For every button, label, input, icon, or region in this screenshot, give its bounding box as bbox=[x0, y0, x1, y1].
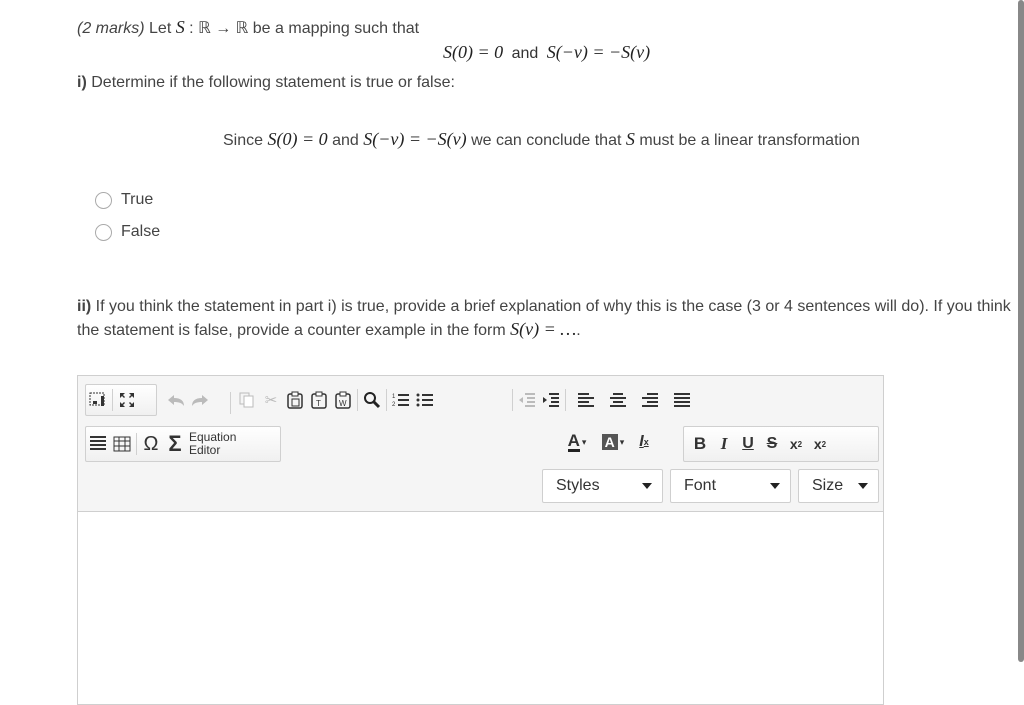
align-left-icon[interactable] bbox=[574, 387, 598, 413]
statement-eq1: S(0) = 0 bbox=[267, 129, 328, 149]
numbered-list-icon[interactable] bbox=[389, 387, 413, 413]
strikethrough-icon[interactable]: S bbox=[766, 435, 778, 452]
size-dropdown[interactable] bbox=[798, 469, 879, 503]
radio-false[interactable] bbox=[95, 224, 112, 241]
chevron-down-icon bbox=[642, 483, 652, 489]
align-right-icon[interactable] bbox=[638, 387, 662, 413]
option-false[interactable] bbox=[95, 223, 160, 241]
marks-label: (2 marks) bbox=[77, 20, 145, 37]
omega-icon[interactable]: Ω bbox=[143, 432, 159, 455]
font-label: Font bbox=[684, 477, 717, 494]
svg-text:1: 1 bbox=[392, 394, 396, 400]
part2-line2-suffix: . bbox=[576, 322, 581, 339]
rich-text-editor bbox=[77, 375, 884, 705]
part2-line2 bbox=[77, 318, 1022, 342]
equation-label-1: Equation bbox=[189, 430, 237, 444]
paste-word-icon[interactable] bbox=[331, 387, 355, 413]
background-color-icon[interactable]: A ▾ bbox=[594, 429, 632, 455]
bullet-list-icon[interactable] bbox=[413, 387, 437, 413]
styles-label: Styles bbox=[556, 477, 600, 494]
intro-let: Let bbox=[149, 20, 172, 37]
toolbar-group-document bbox=[85, 384, 157, 416]
styles-dropdown[interactable] bbox=[542, 469, 663, 503]
option-true[interactable] bbox=[95, 191, 153, 209]
part2-label: ii) bbox=[77, 298, 92, 315]
display-eq2: S(−v) = −S(v) bbox=[546, 42, 651, 62]
paste-text-icon[interactable] bbox=[307, 387, 331, 413]
option-true-label: True bbox=[121, 191, 154, 208]
size-label: Size bbox=[812, 477, 844, 494]
editor-toolbar bbox=[78, 376, 883, 512]
sigma-icon[interactable]: Σ bbox=[168, 431, 182, 456]
intro-colon: : bbox=[189, 20, 194, 37]
align-center-icon[interactable] bbox=[606, 387, 630, 413]
statement bbox=[223, 129, 860, 150]
toolbar-group-basicstyles bbox=[683, 426, 879, 462]
equation-label-2: Editor bbox=[189, 443, 221, 457]
part2-line2-math: S(v) = … bbox=[510, 319, 577, 339]
underline-icon[interactable]: U bbox=[742, 435, 754, 452]
table-icon[interactable] bbox=[110, 431, 134, 457]
intro-r1: ℝ bbox=[198, 18, 211, 37]
part2-line2-prefix: the statement is false, provide a counter example in the form bbox=[77, 322, 506, 339]
display-and: and bbox=[511, 45, 539, 62]
display-eq1: S(0) = 0 bbox=[443, 42, 504, 62]
subscript-icon[interactable]: x 2 bbox=[789, 436, 803, 452]
cut-icon[interactable]: ✂ bbox=[264, 392, 278, 409]
intro-r2: ℝ bbox=[235, 18, 249, 37]
toolbar-group-colors bbox=[560, 426, 676, 458]
source-icon[interactable] bbox=[86, 387, 110, 413]
outdent-icon[interactable] bbox=[515, 387, 539, 413]
part2-line1-text: If you think the statement in part i) is true, provide a brief explanation of why this is the case (3 or 4 sentences will do). If you think bbox=[95, 298, 1011, 315]
display-equation bbox=[443, 42, 650, 63]
svg-text:W: W bbox=[339, 399, 347, 408]
part1-text: Determine if the following statement is true or false: bbox=[91, 74, 455, 91]
question-intro bbox=[77, 17, 419, 38]
toolbar-group-undo bbox=[164, 384, 226, 416]
paste-icon[interactable] bbox=[283, 387, 307, 413]
intro-arrow: → bbox=[215, 20, 232, 37]
statement-eq2: S(−v) = −S(v) bbox=[363, 129, 467, 149]
remove-format-icon[interactable]: I x bbox=[639, 433, 649, 450]
part2-prompt bbox=[77, 295, 1022, 342]
toolbar-group-align bbox=[510, 384, 830, 416]
italic-icon[interactable]: I bbox=[720, 434, 728, 453]
indent-icon[interactable] bbox=[539, 387, 563, 413]
intro-rest: be a mapping such that bbox=[252, 20, 420, 37]
statement-rest2: must be a linear transformation bbox=[639, 132, 860, 149]
intro-s: S bbox=[175, 17, 185, 37]
copy-icon[interactable] bbox=[235, 387, 259, 413]
statement-since: Since bbox=[223, 132, 264, 149]
equation-editor-button[interactable] bbox=[189, 431, 236, 457]
chevron-down-icon bbox=[858, 483, 868, 489]
blockquote-icon[interactable] bbox=[86, 431, 110, 457]
superscript-icon[interactable]: x 2 bbox=[813, 436, 827, 452]
font-dropdown[interactable] bbox=[670, 469, 791, 503]
svg-text:2: 2 bbox=[392, 402, 396, 408]
redo-icon[interactable] bbox=[188, 387, 212, 413]
chevron-down-icon bbox=[770, 483, 780, 489]
option-false-label: False bbox=[121, 223, 161, 240]
maximize-icon[interactable] bbox=[115, 387, 139, 413]
bold-icon[interactable]: B bbox=[693, 434, 707, 453]
part2-line1 bbox=[77, 295, 1022, 318]
statement-s: S bbox=[625, 129, 635, 149]
text-color-icon[interactable]: A ▾ bbox=[567, 430, 587, 450]
radio-true[interactable] bbox=[95, 192, 112, 209]
undo-icon[interactable] bbox=[164, 387, 188, 413]
statement-and: and bbox=[332, 132, 359, 149]
statement-rest1: we can conclude that bbox=[471, 132, 622, 149]
svg-text:T: T bbox=[316, 399, 321, 408]
part1-prompt bbox=[77, 74, 455, 92]
toolbar-group-insert bbox=[85, 426, 281, 462]
editor-text-area[interactable] bbox=[78, 512, 883, 704]
part1-label: i) bbox=[77, 74, 87, 91]
find-icon[interactable] bbox=[360, 387, 384, 413]
justify-icon[interactable] bbox=[670, 387, 694, 413]
toolbar-group-clipboard bbox=[235, 384, 485, 416]
